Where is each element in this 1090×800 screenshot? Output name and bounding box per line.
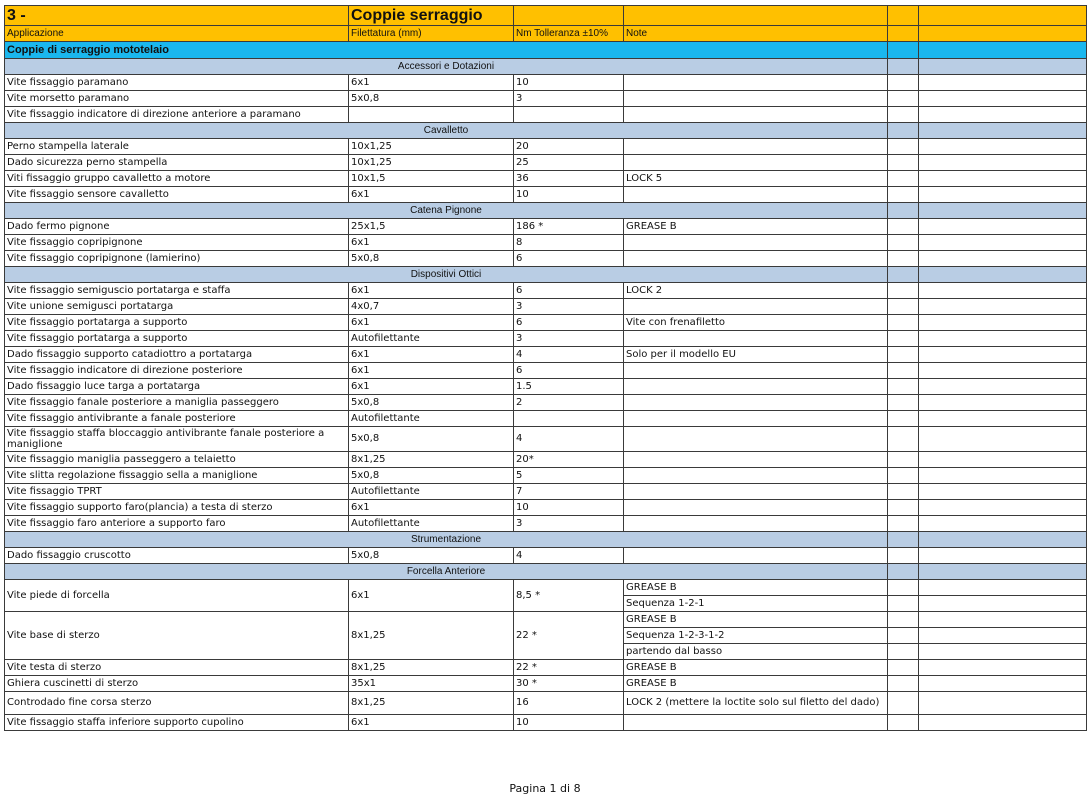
cell-application: Dado sicurezza perno stampella xyxy=(5,155,349,171)
cell-thread: 8x1,25 xyxy=(349,660,514,676)
cell-torque: 20 xyxy=(514,139,624,155)
cell-torque: 8 xyxy=(514,235,624,251)
torque-table xyxy=(4,5,1087,731)
column-header-thread: Filettatura (mm) xyxy=(349,26,514,42)
cell-note xyxy=(624,235,888,251)
cell-note xyxy=(624,468,888,484)
cell-torque: 4 xyxy=(514,548,624,564)
cell-thread: 6x1 xyxy=(349,283,514,299)
column-header-row xyxy=(5,26,1087,42)
cell-torque: 10 xyxy=(514,715,624,731)
table-row xyxy=(5,299,1087,315)
cell-thread: 5x0,8 xyxy=(349,427,514,452)
table-row xyxy=(5,139,1087,155)
cell-thread: 5x0,8 xyxy=(349,395,514,411)
table-row xyxy=(5,452,1087,468)
cell-application: Ghiera cuscinetti di sterzo xyxy=(5,676,349,692)
cell-note xyxy=(624,155,888,171)
cell-thread xyxy=(349,107,514,123)
cell-note: GREASE B xyxy=(624,676,888,692)
cell-note xyxy=(624,299,888,315)
cell-note xyxy=(624,91,888,107)
cell-thread: 6x1 xyxy=(349,580,514,612)
cell-torque xyxy=(514,107,624,123)
cell-torque: 5 xyxy=(514,468,624,484)
cell-note xyxy=(624,395,888,411)
cell-torque: 186 * xyxy=(514,219,624,235)
cell-torque: 3 xyxy=(514,299,624,315)
table-row xyxy=(5,427,1087,452)
table-row xyxy=(5,500,1087,516)
column-header-notes: Note xyxy=(624,26,888,42)
cell-note xyxy=(624,516,888,532)
cell-application: Perno stampella laterale xyxy=(5,139,349,155)
section-header-row xyxy=(5,532,1087,548)
table-row xyxy=(5,155,1087,171)
cell-application: Vite fissaggio staffa inferiore supporto cupolino xyxy=(5,715,349,731)
cell-note: Sequenza 1-2-1 xyxy=(624,596,888,612)
cell-thread: 5x0,8 xyxy=(349,468,514,484)
cell-torque: 10 xyxy=(514,75,624,91)
cell-thread: Autofilettante xyxy=(349,516,514,532)
table-row xyxy=(5,580,1087,596)
cell-torque: 2 xyxy=(514,395,624,411)
cell-application: Vite base di sterzo xyxy=(5,612,349,660)
cell-torque: 4 xyxy=(514,427,624,452)
column-header-torque: Nm Tolleranza ±10% xyxy=(514,26,624,42)
cell-application: Vite slitta regolazione fissaggio sella a maniglione xyxy=(5,468,349,484)
group-title: Coppie di serraggio mototelaio xyxy=(5,42,888,59)
cell-note xyxy=(624,548,888,564)
cell-torque: 22 * xyxy=(514,660,624,676)
cell-thread: 8x1,25 xyxy=(349,452,514,468)
cell-torque: 7 xyxy=(514,484,624,500)
table-row xyxy=(5,235,1087,251)
section-header-row xyxy=(5,59,1087,75)
cell-thread: 10x1,25 xyxy=(349,155,514,171)
section-header-row xyxy=(5,123,1087,139)
cell-torque: 6 xyxy=(514,363,624,379)
section-title: Catena Pignone xyxy=(5,203,888,219)
cell-note: Sequenza 1-2-3-1-2 xyxy=(624,628,888,644)
cell-application: Vite testa di sterzo xyxy=(5,660,349,676)
cell-application: Vite fissaggio maniglia passeggero a telaietto xyxy=(5,452,349,468)
cell-note xyxy=(624,411,888,427)
cell-thread: 6x1 xyxy=(349,715,514,731)
cell-note xyxy=(624,484,888,500)
cell-note xyxy=(624,379,888,395)
cell-application: Vite fissaggio antivibrante a fanale posteriore xyxy=(5,411,349,427)
cell-application: Vite fissaggio copripignone xyxy=(5,235,349,251)
cell-thread: 6x1 xyxy=(349,347,514,363)
table-row xyxy=(5,484,1087,500)
table-row xyxy=(5,91,1087,107)
cell-application: Vite fissaggio staffa bloccaggio antivibrante fanale posteriore a maniglione xyxy=(5,427,349,452)
cell-thread: 5x0,8 xyxy=(349,91,514,107)
cell-application: Dado fissaggio cruscotto xyxy=(5,548,349,564)
cell-torque: 6 xyxy=(514,283,624,299)
table-row xyxy=(5,715,1087,731)
cell-application: Vite fissaggio portatarga a supporto xyxy=(5,315,349,331)
table-row xyxy=(5,468,1087,484)
section-title: Strumentazione xyxy=(5,532,888,548)
cell-torque: 6 xyxy=(514,251,624,267)
cell-application: Controdado fine corsa sterzo xyxy=(5,692,349,715)
table-row xyxy=(5,75,1087,91)
cell-thread: 6x1 xyxy=(349,379,514,395)
cell-thread: 6x1 xyxy=(349,187,514,203)
cell-torque: 6 xyxy=(514,315,624,331)
cell-application: Dado fissaggio supporto catadiottro a portatarga xyxy=(5,347,349,363)
cell-thread: 4x0,7 xyxy=(349,299,514,315)
cell-note: LOCK 2 (mettere la loctite solo sul filetto del dado) xyxy=(624,692,888,715)
cell-application: Vite fissaggio semiguscio portatarga e staffa xyxy=(5,283,349,299)
table-row xyxy=(5,516,1087,532)
table-row xyxy=(5,219,1087,235)
cell-note xyxy=(624,107,888,123)
cell-thread: 10x1,5 xyxy=(349,171,514,187)
cell-note xyxy=(624,715,888,731)
cell-application: Vite fissaggio faro anteriore a supporto faro xyxy=(5,516,349,532)
table-row xyxy=(5,612,1087,628)
cell-note: GREASE B xyxy=(624,219,888,235)
section-title: Cavalletto xyxy=(5,123,888,139)
cell-torque: 3 xyxy=(514,516,624,532)
cell-application: Vite piede di forcella xyxy=(5,580,349,612)
table-row xyxy=(5,676,1087,692)
cell-thread: 10x1,25 xyxy=(349,139,514,155)
cell-note: LOCK 2 xyxy=(624,283,888,299)
cell-note: GREASE B xyxy=(624,660,888,676)
table-row xyxy=(5,171,1087,187)
cell-note xyxy=(624,331,888,347)
table-row xyxy=(5,107,1087,123)
cell-thread: 5x0,8 xyxy=(349,251,514,267)
cell-application: Vite fissaggio paramano xyxy=(5,75,349,91)
section-header-row xyxy=(5,564,1087,580)
cell-note: Solo per il modello EU xyxy=(624,347,888,363)
cell-torque: 4 xyxy=(514,347,624,363)
cell-thread: 8x1,25 xyxy=(349,612,514,660)
cell-thread: 25x1,5 xyxy=(349,219,514,235)
section-number: 3 - xyxy=(5,6,349,26)
table-row xyxy=(5,187,1087,203)
section-title: Forcella Anteriore xyxy=(5,564,888,580)
page-footer: Pagina 1 di 8 xyxy=(509,782,581,795)
section-title: Accessori e Dotazioni xyxy=(5,59,888,75)
cell-thread: 6x1 xyxy=(349,235,514,251)
cell-torque: 30 * xyxy=(514,676,624,692)
cell-torque: 3 xyxy=(514,331,624,347)
cell-application: Vite fissaggio fanale posteriore a maniglia passeggero xyxy=(5,395,349,411)
cell-note: Vite con frenafiletto xyxy=(624,315,888,331)
table-row xyxy=(5,363,1087,379)
cell-thread: 6x1 xyxy=(349,315,514,331)
cell-thread: Autofilettante xyxy=(349,331,514,347)
cell-thread: 6x1 xyxy=(349,75,514,91)
cell-torque: 10 xyxy=(514,187,624,203)
cell-application: Vite morsetto paramano xyxy=(5,91,349,107)
cell-thread: 8x1,25 xyxy=(349,692,514,715)
table-row xyxy=(5,315,1087,331)
section-header-row xyxy=(5,203,1087,219)
cell-note xyxy=(624,500,888,516)
cell-torque: 1.5 xyxy=(514,379,624,395)
title-row xyxy=(5,6,1087,26)
cell-application: Vite fissaggio sensore cavalletto xyxy=(5,187,349,203)
table-row xyxy=(5,692,1087,715)
cell-torque: 22 * xyxy=(514,612,624,660)
cell-note: partendo dal basso xyxy=(624,644,888,660)
cell-application: Vite fissaggio copripignone (lamierino) xyxy=(5,251,349,267)
table-row xyxy=(5,283,1087,299)
cell-note xyxy=(624,75,888,91)
cell-note xyxy=(624,187,888,203)
cell-thread: Autofilettante xyxy=(349,411,514,427)
cell-application: Vite fissaggio TPRT xyxy=(5,484,349,500)
table-row xyxy=(5,379,1087,395)
table-row xyxy=(5,548,1087,564)
cell-application: Viti fissaggio gruppo cavalletto a motore xyxy=(5,171,349,187)
table-row xyxy=(5,331,1087,347)
cell-application: Vite fissaggio supporto faro(plancia) a testa di sterzo xyxy=(5,500,349,516)
cell-application: Vite fissaggio indicatore di direzione posteriore xyxy=(5,363,349,379)
cell-torque xyxy=(514,411,624,427)
cell-note xyxy=(624,139,888,155)
cell-note: LOCK 5 xyxy=(624,171,888,187)
cell-torque: 20* xyxy=(514,452,624,468)
cell-application: Dado fermo pignone xyxy=(5,219,349,235)
cell-application: Vite fissaggio indicatore di direzione anteriore a paramano xyxy=(5,107,349,123)
table-row xyxy=(5,660,1087,676)
section-header-row xyxy=(5,267,1087,283)
cell-torque: 36 xyxy=(514,171,624,187)
cell-torque: 3 xyxy=(514,91,624,107)
group-row xyxy=(5,42,1087,59)
cell-thread: 5x0,8 xyxy=(349,548,514,564)
cell-application: Vite fissaggio portatarga a supporto xyxy=(5,331,349,347)
table-row xyxy=(5,347,1087,363)
cell-torque: 25 xyxy=(514,155,624,171)
cell-application: Dado fissaggio luce targa a portatarga xyxy=(5,379,349,395)
column-header-application: Applicazione xyxy=(5,26,349,42)
table-row xyxy=(5,411,1087,427)
cell-thread: Autofilettante xyxy=(349,484,514,500)
cell-note xyxy=(624,452,888,468)
cell-note xyxy=(624,363,888,379)
section-title: Dispositivi Ottici xyxy=(5,267,888,283)
page-title: Coppie serraggio xyxy=(349,6,514,26)
cell-note xyxy=(624,251,888,267)
table-row xyxy=(5,395,1087,411)
cell-thread: 6x1 xyxy=(349,363,514,379)
cell-note: GREASE B xyxy=(624,580,888,596)
table-row xyxy=(5,251,1087,267)
cell-thread: 6x1 xyxy=(349,500,514,516)
cell-note xyxy=(624,427,888,452)
cell-application: Vite unione semigusci portatarga xyxy=(5,299,349,315)
cell-torque: 8,5 * xyxy=(514,580,624,612)
cell-torque: 16 xyxy=(514,692,624,715)
cell-note: GREASE B xyxy=(624,612,888,628)
cell-thread: 35x1 xyxy=(349,676,514,692)
cell-torque: 10 xyxy=(514,500,624,516)
